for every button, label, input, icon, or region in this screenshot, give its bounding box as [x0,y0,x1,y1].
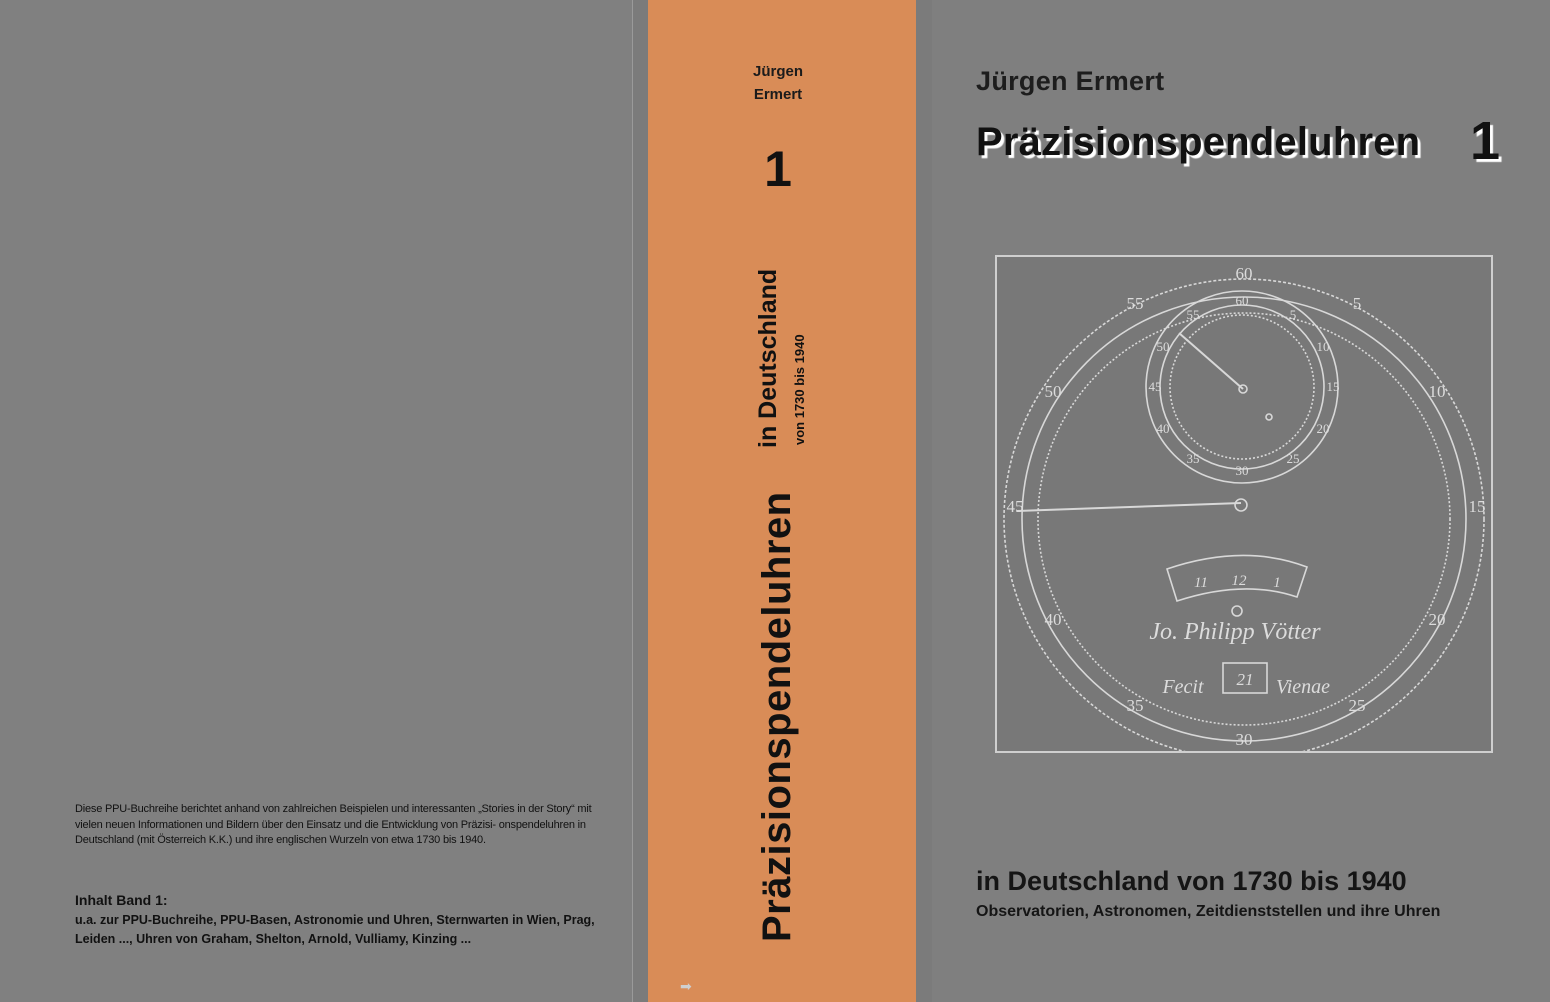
dial-main-number: 45 [1006,497,1024,516]
dial-main-number: 55 [1126,294,1144,313]
dial-main-number: 15 [1468,497,1486,516]
front-subtitle: in Deutschland von 1730 bis 1940 [976,866,1407,896]
dial-seconds-number: 60 [1235,293,1249,308]
spine-author [728,60,828,106]
dial-seconds-number: 5 [1289,307,1297,322]
spine-author-first: Jürgen [752,63,803,80]
hour-window-1: 1 [1273,575,1281,591]
front-tagline: Observatorien, Astronomen, Zeitdienststellen und ihre Uhren [976,903,1441,920]
dial-seconds-number: 10 [1316,339,1330,354]
dial-main-number: 10 [1428,382,1446,401]
dial-seconds-number: 55 [1186,307,1200,322]
clock-dial-svg [997,257,1491,751]
dial-main-number: 30 [1235,730,1253,749]
contents-text: u.a. zur PPU-Buchreihe, PPU-Basen, Astronomie und Uhren, Sternwarten in Wien, Prag, Leiden ..., Uhren von Graham, Shelton, Arnold, Vulliamy, Kinzing ... [75,913,595,946]
dial-main-number: 35 [1126,696,1144,715]
dial-main-number: 60 [1235,264,1253,283]
dial-main-number: 25 [1348,696,1366,715]
dial-seconds-number: 25 [1286,451,1300,466]
spine-subtitle-years: von 1730 bis 1940 [792,334,807,445]
spine-title: Präzisionspendeluhren [755,491,799,942]
dial-seconds-number: 50 [1156,339,1170,354]
dial-main-number: 40 [1044,610,1062,629]
hour-window-12: 12 [1231,573,1247,589]
spine-subtitle-place: in Deutschland [754,268,782,448]
dial-seconds-number: 40 [1156,421,1170,436]
hour-window-11: 11 [1194,575,1208,591]
dial-city-left: Fecit [1162,676,1204,698]
back-blurb: Diese PPU-Buchreihe berichtet anhand von zahlreichen Beispielen und interessanten „Stories in der Story“ mit vielen neuen Informationen und Bildern über den Einsatz und die Entwicklung von Präzisi- onspendeluhren in Deutschland (mit Österreich K.K.) und ihre englischen Wurzeln von etwa 1730 bis 1940. [75,803,592,846]
dial-seconds-number: 35 [1186,451,1200,466]
front-title: Präzisionspendeluhren [976,120,1421,164]
clock-dial-illustration [995,255,1493,753]
spine-author-last: Ermert [753,86,803,103]
dial-seconds-number: 20 [1316,421,1330,436]
back-cover [0,0,632,1002]
dial-main-number: 20 [1428,610,1446,629]
right-hinge [916,0,933,1002]
left-hinge [632,0,649,1002]
dial-main-number: 50 [1044,382,1062,401]
arrow-right-icon: ➡ [680,978,692,994]
front-volume: 1 [1470,111,1501,171]
dial-signature: Jo. Philipp Vötter [1149,619,1321,645]
front-author: Jürgen Ermert [976,66,1165,96]
dial-date: 21 [1236,670,1254,689]
dial-main-number: 5 [1352,294,1362,313]
contents-heading: Inhalt Band 1: [75,892,168,908]
dial-seconds-number: 30 [1235,463,1249,478]
spine-volume: 1 [764,141,792,197]
dial-seconds-number: 15 [1326,379,1340,394]
dial-city-right: Vienae [1275,676,1331,698]
dial-seconds-number: 45 [1148,379,1162,394]
